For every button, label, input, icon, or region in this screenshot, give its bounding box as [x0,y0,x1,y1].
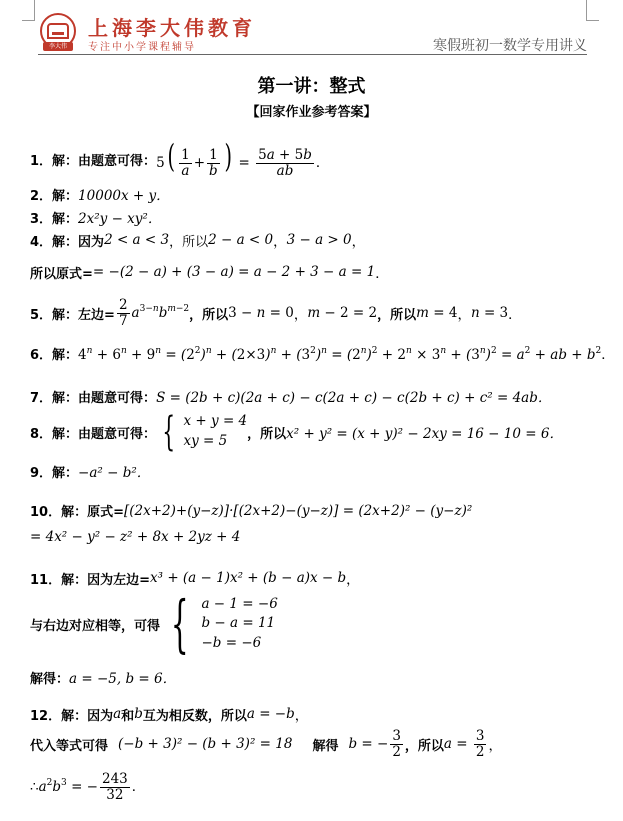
answer-12: 12．解： 因为 a 和 b 互为相反数，所以 a = −b ， [30,706,309,724]
answer-4-continued: 所以原式= = −(2 − a) + (3 − a) = a − 2 + 3 − a = 1 ． [30,264,389,282]
answer-12-substitution: 代入等式可得 (−b + 3)² − (b + 3)² = 18 解得 b = − $\frac{3}{2}$ ，所以 a = $\frac{3}{2}$ ， [30,728,502,760]
answer-11: 11．解： 因为左边= x³ + (a − 1)x² + (b − a)x − b ， [30,570,360,588]
corner-mark-left [22,0,35,21]
answer-12-result: ∴ $a^2b^3$ = − $\frac{243}{32}$ ． [30,771,146,803]
answer-7: 7．解： 由题意可得： S = (2b + c)(2a + c) − c(2a + c) − c(2b + c) + c² = 4ab． [30,390,552,406]
header-divider [38,54,587,55]
page-subtitle: 【回家作业参考答案】 [246,105,377,120]
answer-1: 1．解： 由题意可得： 5( $\frac{1}{a}$ + $\frac{1}{b}$ ) = $\frac{5a + 5b}{ab}$ ． [30,137,330,179]
page-header [0,0,623,58]
answer-8: 8．解： 由题意可得： { x + y = 4 xy = 5 ，所以 x² + y² = (x + y)² − 2xy = 16 − 10 = 6． [30,409,563,455]
logo-tag: 李大伟 [43,42,73,51]
answer-9: 9．解： −a² − b²． [30,465,151,481]
answer-10: 10．解： 原式= [(2x+2)+(y−z)]·[(2x+2)−(y−z)] = (2x+2)² − (y−z)² [30,502,473,520]
answer-5: 5．解： 左边= $\frac{2}{7}$ $a^{3-n}b^{m-2}$ ，所以 3 − n = 0 ， m − 2 = 2 ，所以 m = 4 ， n = 3 ． [30,297,522,329]
page-title: 第一讲：整式 [257,76,366,97]
brand-slogan: 专注中小学课程辅导 [88,42,196,53]
answer-4: 4．解： 因为 2 < a < 3 ，所以 2 − a < 0 ， 3 − a > 0 ， [30,232,366,250]
answer-3: 3．解： 2x²y − xy²． [30,211,162,227]
answer-11-result: 解得： a = −5, b = 6． [30,671,177,687]
answer-10-continued: = 4x² − y² − z² + 8x + 2yz + 4 [30,529,241,545]
brand-name: 上海李大伟教育 [88,16,256,40]
answer-2: 2．解： 10000x + y． [30,188,170,204]
handout-title: 寒假班初一数学专用讲义 [433,38,587,54]
corner-mark-right [586,0,599,21]
answer-11-system: 与右边对应相等，可得 { a − 1 = −6 b − a = 11 −b = −6 [30,587,278,660]
answer-6: 6．解： $4^n + 6^n + 9^n = (2^2)^n + (2\times 3)^n + (3^2)^n = (2^n)^2 + 2^n \times 3^n + (3^n)^2 = a^2$ + ab + $b^2$． [30,346,615,363]
